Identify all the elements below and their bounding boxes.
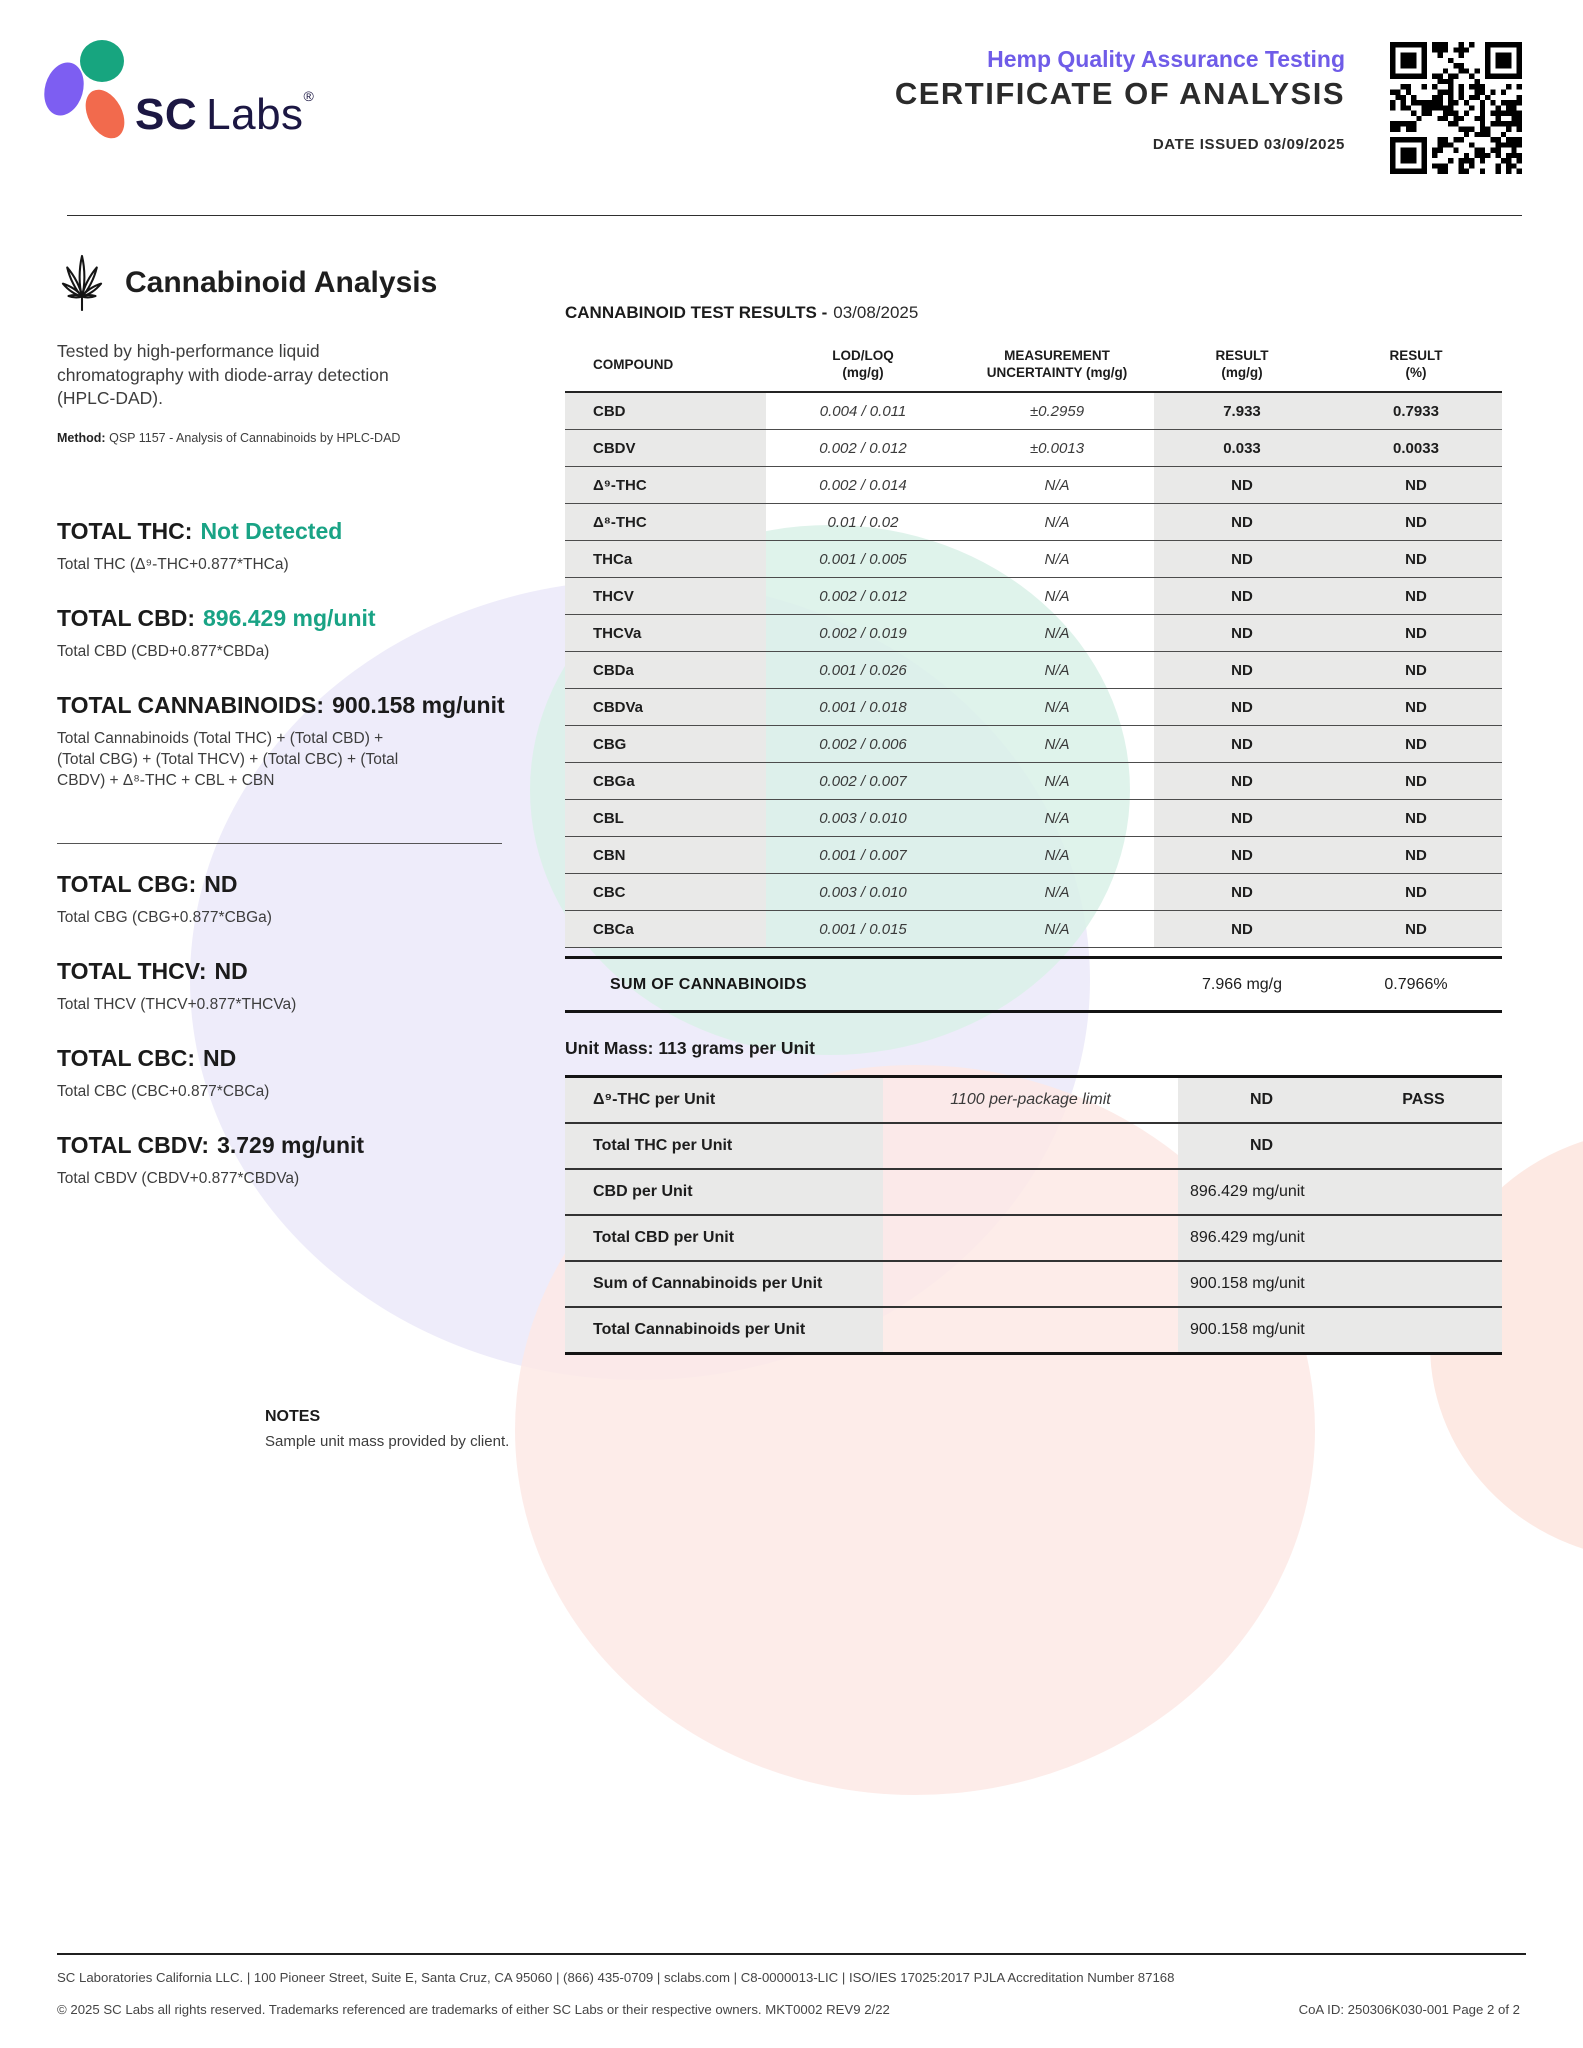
column-header: COMPOUND	[593, 356, 674, 372]
total-value: ND	[203, 1044, 237, 1071]
unit-row	[565, 1170, 1502, 1216]
totals-list	[57, 517, 505, 1189]
unit-value: ND	[1178, 1078, 1345, 1122]
cell-lod-loq: 0.002 / 0.019	[819, 624, 907, 642]
cell-result-mg: ND	[1154, 874, 1330, 910]
total-value: 900.158 mg/unit	[332, 691, 505, 718]
total-value: 3.729 mg/unit	[217, 1131, 365, 1158]
total-formula: Total THCV (THCV+0.877*THCVa)	[57, 995, 297, 1013]
cell-result-pct: 0.7933	[1330, 393, 1502, 429]
cell-lod-loq: 0.002 / 0.012	[819, 587, 907, 605]
unit-mass-section	[565, 1038, 1502, 1355]
cell-compound: CBCa	[565, 911, 766, 947]
cell-result-pct: ND	[1330, 911, 1502, 947]
results-header-row	[565, 337, 1502, 393]
section-header	[57, 252, 502, 314]
cell-result-mg: 7.933	[1154, 393, 1330, 429]
total-label: TOTAL CBDV:	[57, 1131, 210, 1158]
page-title: CERTIFICATE OF ANALYSIS	[894, 76, 1345, 111]
cell-result-pct: ND	[1330, 763, 1502, 799]
total-value: 896.429 mg/unit	[203, 604, 376, 631]
registered-mark: ®	[303, 88, 315, 104]
total-heading	[57, 691, 505, 719]
cell-lod-loq: 0.001 / 0.018	[819, 698, 907, 716]
unit-limit	[883, 1170, 1178, 1214]
total-label: TOTAL CBC:	[57, 1044, 195, 1071]
cell-lod-loq: 0.001 / 0.007	[819, 846, 907, 864]
sum-result-pct: 0.7966%	[1384, 975, 1448, 993]
cell-uncertainty: N/A	[1044, 624, 1070, 642]
unit-label: CBD per Unit	[565, 1170, 883, 1214]
notes-text: Sample unit mass provided by client.	[265, 1433, 510, 1450]
unit-row	[565, 1308, 1502, 1352]
cell-lod-loq: 0.001 / 0.015	[819, 920, 907, 938]
unit-status: PASS	[1345, 1078, 1502, 1122]
unit-limit	[883, 1262, 1178, 1306]
date-issued: DATE ISSUED 03/09/2025	[1152, 136, 1345, 153]
cell-compound: CBDa	[565, 652, 766, 688]
total-label: TOTAL CBD:	[57, 604, 195, 631]
cell-lod-loq: 0.003 / 0.010	[819, 809, 907, 827]
cell-result-pct: ND	[1330, 689, 1502, 725]
notes-section	[265, 1408, 509, 1450]
results-rows	[565, 393, 1502, 948]
table-row	[565, 652, 1502, 689]
unit-label: Total THC per Unit	[565, 1124, 883, 1168]
cell-compound: CBN	[565, 837, 766, 873]
cell-result-pct: 0.0033	[1330, 430, 1502, 466]
total-label: TOTAL CANNABINOIDS:	[57, 691, 325, 718]
cell-compound: CBDV	[565, 430, 766, 466]
cell-result-mg: ND	[1154, 652, 1330, 688]
table-row	[565, 689, 1502, 726]
header-divider	[67, 215, 1522, 216]
unit-limit	[883, 1308, 1178, 1352]
unit-status	[1345, 1124, 1502, 1168]
sum-row	[565, 956, 1502, 1013]
column-header: RESULT (mg/g)	[1215, 348, 1269, 380]
table-row	[565, 578, 1502, 615]
unit-status	[1345, 1308, 1502, 1352]
cannabis-leaf-icon	[57, 252, 107, 314]
unit-status	[1345, 1262, 1502, 1306]
section-title: Cannabinoid Analysis	[125, 266, 438, 299]
unit-row	[565, 1216, 1502, 1262]
cell-result-pct: ND	[1330, 726, 1502, 762]
cell-result-pct: ND	[1330, 541, 1502, 577]
table-row	[565, 393, 1502, 430]
unit-limit: 1100 per-package limit	[950, 1091, 1111, 1108]
results-title-date: 03/08/2025	[833, 303, 919, 322]
cell-uncertainty: N/A	[1044, 920, 1070, 938]
results-title-text: CANNABINOID TEST RESULTS -	[565, 303, 828, 322]
total-item	[57, 870, 502, 928]
cell-result-pct: ND	[1330, 800, 1502, 836]
total-formula: Total CBDV (CBDV+0.877*CBDVa)	[57, 1169, 300, 1187]
total-value: Not Detected	[200, 517, 343, 544]
column-header: MEASUREMENT UNCERTAINTY (mg/g)	[986, 348, 1128, 380]
total-formula: Total CBG (CBG+0.877*CBGa)	[57, 908, 272, 926]
cell-result-mg: ND	[1154, 837, 1330, 873]
qr-code	[1390, 42, 1522, 174]
program-title: Hemp Quality Assurance Testing	[987, 46, 1345, 72]
sum-result-mg: 7.966 mg/g	[1201, 975, 1283, 993]
footer-copyright: © 2025 SC Labs all rights reserved. Trademarks referenced are trademarks of either SC Labs or their respective owners. MKT0002 REV9 2/22	[57, 2002, 890, 2017]
total-heading	[57, 870, 502, 898]
table-row	[565, 800, 1502, 837]
table-row	[565, 430, 1502, 467]
total-formula: Total Cannabinoids (Total THC) + (Total CBD) + (Total CBG) + (Total THCV) + (Total CBC) + (Total CBDV) + Δ⁸-THC + CBL + CBN	[57, 729, 399, 789]
brand-labs: Labs	[206, 90, 304, 139]
cell-lod-loq: 0.002 / 0.007	[819, 772, 907, 790]
brand-logo	[135, 88, 314, 140]
cell-result-mg: ND	[1154, 504, 1330, 540]
total-value: ND	[214, 957, 248, 984]
cell-result-pct: ND	[1330, 504, 1502, 540]
brand-sc: SC	[135, 90, 198, 139]
unit-mass-heading: Unit Mass: 113 grams per Unit	[565, 1038, 815, 1058]
cell-uncertainty: N/A	[1044, 661, 1070, 679]
total-formula: Total THC (Δ⁹-THC+0.877*THCa)	[57, 555, 289, 573]
table-row	[565, 615, 1502, 652]
sum-label: SUM OF CANNABINOIDS	[610, 975, 807, 993]
unit-value: 900.158 mg/unit	[1178, 1262, 1345, 1306]
cell-lod-loq: 0.001 / 0.005	[819, 550, 907, 568]
header	[0, 0, 1583, 216]
cell-uncertainty: N/A	[1044, 587, 1070, 605]
cell-lod-loq: 0.002 / 0.014	[819, 476, 907, 494]
total-heading	[57, 957, 502, 985]
unit-value: ND	[1178, 1124, 1345, 1168]
cell-result-mg: ND	[1154, 726, 1330, 762]
cell-result-mg: ND	[1154, 615, 1330, 651]
total-label: TOTAL THCV:	[57, 957, 207, 984]
total-label: TOTAL THC:	[57, 517, 193, 544]
unit-value: 900.158 mg/unit	[1178, 1308, 1345, 1352]
unit-value: 896.429 mg/unit	[1178, 1170, 1345, 1214]
total-item	[57, 957, 502, 1015]
cell-result-mg: 0.033	[1154, 430, 1330, 466]
cell-compound: THCV	[565, 578, 766, 614]
unit-limit	[883, 1216, 1178, 1260]
table-row	[565, 504, 1502, 541]
cell-uncertainty: N/A	[1044, 698, 1070, 716]
unit-table	[565, 1075, 1502, 1355]
cell-lod-loq: 0.002 / 0.006	[819, 735, 907, 753]
cell-uncertainty: N/A	[1044, 809, 1070, 827]
unit-row	[565, 1262, 1502, 1308]
method-line	[57, 431, 502, 445]
unit-status	[1345, 1216, 1502, 1260]
unit-row	[565, 1124, 1502, 1170]
method-text: QSP 1157 - Analysis of Cannabinoids by HPLC-DAD	[109, 430, 401, 445]
cell-result-mg: ND	[1154, 578, 1330, 614]
cell-result-mg: ND	[1154, 763, 1330, 799]
cell-uncertainty: N/A	[1044, 883, 1070, 901]
cell-result-pct: ND	[1330, 615, 1502, 651]
cell-result-mg: ND	[1154, 541, 1330, 577]
total-label: TOTAL CBG:	[57, 870, 197, 897]
results-table	[565, 303, 1502, 1013]
total-item	[57, 517, 502, 575]
cell-lod-loq: 0.002 / 0.012	[819, 439, 907, 457]
unit-row	[565, 1078, 1502, 1124]
cell-lod-loq: 0.01 / 0.02	[827, 513, 899, 531]
cell-result-pct: ND	[1330, 837, 1502, 873]
unit-label: Total CBD per Unit	[565, 1216, 883, 1260]
cell-lod-loq: 0.003 / 0.010	[819, 883, 907, 901]
total-item	[57, 604, 502, 662]
cell-compound: THCVa	[565, 615, 766, 651]
table-row	[565, 541, 1502, 578]
cell-uncertainty: N/A	[1044, 735, 1070, 753]
cell-compound: Δ⁸-THC	[565, 504, 766, 540]
cell-result-mg: ND	[1154, 689, 1330, 725]
total-heading	[57, 1131, 502, 1159]
footer-line2	[57, 2002, 1520, 2017]
cell-uncertainty: ±0.2959	[1029, 402, 1085, 420]
cell-lod-loq: 0.004 / 0.011	[819, 402, 907, 420]
cell-compound: CBC	[565, 874, 766, 910]
cell-result-pct: ND	[1330, 652, 1502, 688]
method-description: Tested by high-performance liquid chromatography with diode-array detection (HPLC-DAD).	[57, 341, 389, 408]
header-titles	[895, 44, 1345, 153]
cell-result-pct: ND	[1330, 874, 1502, 910]
method-label: Method:	[57, 430, 106, 445]
column-header: LOD/LOQ (mg/g)	[832, 348, 894, 380]
total-formula: Total CBC (CBC+0.877*CBCa)	[57, 1082, 270, 1100]
total-heading	[57, 1044, 502, 1072]
cell-compound: CBG	[565, 726, 766, 762]
cell-uncertainty: N/A	[1044, 513, 1070, 531]
table-row	[565, 726, 1502, 763]
unit-label: Total Cannabinoids per Unit	[565, 1308, 883, 1352]
cell-compound: CBDVa	[565, 689, 766, 725]
unit-label: Sum of Cannabinoids per Unit	[565, 1262, 883, 1306]
footer-line1: SC Laboratories California LLC. | 100 Pioneer Street, Suite E, Santa Cruz, CA 95060 | (866) 435-0709 | sclabs.com | C8-0000013-LIC | ISO/IES 17025:2017 PJLA Accreditation Number 87168	[57, 1970, 1175, 1985]
table-row	[565, 874, 1502, 911]
unit-status	[1345, 1170, 1502, 1214]
table-row	[565, 763, 1502, 800]
cell-uncertainty: N/A	[1044, 846, 1070, 864]
total-item	[57, 691, 505, 844]
table-row	[565, 467, 1502, 504]
unit-label: Δ⁹-THC per Unit	[565, 1078, 883, 1122]
total-value: ND	[204, 870, 238, 897]
total-heading	[57, 604, 502, 632]
unit-value: 896.429 mg/unit	[1178, 1216, 1345, 1260]
logo-petal-green	[80, 40, 124, 82]
results-title	[565, 303, 1502, 323]
column-header: RESULT (%)	[1389, 348, 1443, 380]
footer-divider	[57, 1953, 1526, 1955]
logo-petal-coral	[78, 83, 132, 145]
cell-compound: CBL	[565, 800, 766, 836]
cell-uncertainty: ±0.0013	[1029, 439, 1085, 457]
unit-limit	[883, 1124, 1178, 1168]
cell-compound: THCa	[565, 541, 766, 577]
cell-compound: CBD	[565, 393, 766, 429]
cell-result-mg: ND	[1154, 911, 1330, 947]
cell-uncertainty: N/A	[1044, 550, 1070, 568]
cell-uncertainty: N/A	[1044, 772, 1070, 790]
notes-heading: NOTES	[265, 1408, 321, 1425]
cell-uncertainty: N/A	[1044, 476, 1070, 494]
footer-coa-id: CoA ID: 250306K030-001 Page 2 of 2	[1298, 2002, 1520, 2017]
cell-result-mg: ND	[1154, 467, 1330, 503]
cell-result-pct: ND	[1330, 578, 1502, 614]
cell-result-pct: ND	[1330, 467, 1502, 503]
cell-result-mg: ND	[1154, 800, 1330, 836]
table-row	[565, 837, 1502, 874]
total-item	[57, 1044, 502, 1102]
cannabinoid-analysis-panel	[57, 252, 505, 1218]
cell-compound: Δ⁹-THC	[565, 467, 766, 503]
cell-compound: CBGa	[565, 763, 766, 799]
cell-lod-loq: 0.001 / 0.026	[819, 661, 907, 679]
total-formula: Total CBD (CBD+0.877*CBDa)	[57, 642, 270, 660]
total-item	[57, 1131, 502, 1189]
table-row	[565, 911, 1502, 948]
total-heading	[57, 517, 502, 545]
